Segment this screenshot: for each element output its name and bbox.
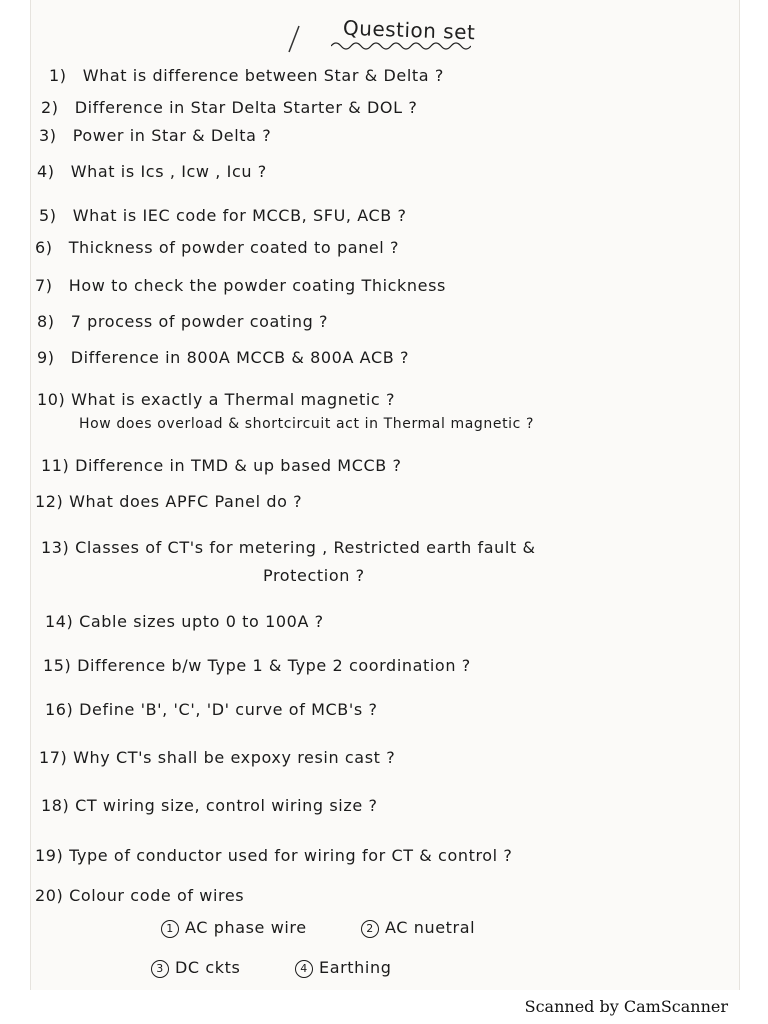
question-13-cont: Protection ? <box>263 566 365 585</box>
question-17: 17) Why CT's shall be expoxy resin cast ? <box>39 748 396 767</box>
question-4: 4) What is Ics , Icw , Icu ? <box>37 162 267 181</box>
question-5: 5) What is IEC code for MCCB, SFU, ACB ? <box>39 206 407 225</box>
question-12: 12) What does APFC Panel do ? <box>35 492 303 511</box>
question-1: 1) What is difference between Star & Delta ? <box>49 66 444 85</box>
question-2: 2) Difference in Star Delta Starter & DOL ? <box>41 98 418 117</box>
question-8: 8) 7 process of powder coating ? <box>37 312 329 331</box>
pen-mark <box>285 24 303 54</box>
question-13: 13) Classes of CT's for metering , Restricted earth fault & <box>41 538 536 557</box>
question-6: 6) Thickness of powder coated to panel ? <box>35 238 400 257</box>
scanned-page <box>30 0 740 990</box>
scanner-watermark: Scanned by CamScanner <box>524 997 728 1016</box>
wire-item-3: 3 DC ckts <box>151 958 240 978</box>
wire-item-1: 1 AC phase wire <box>161 918 307 938</box>
question-14: 14) Cable sizes upto 0 to 100A ? <box>45 612 324 631</box>
wire-item-4: 4 Earthing <box>295 958 391 978</box>
question-10-sub: How does overload & shortcircuit act in Thermal magnetic ? <box>79 416 535 432</box>
question-10: 10) What is exactly a Thermal magnetic ? <box>37 390 396 409</box>
question-16: 16) Define 'B', 'C', 'D' curve of MCB's ? <box>45 700 378 719</box>
question-7: 7) How to check the powder coating Thickness <box>35 276 446 295</box>
wire-item-2: 2 AC nuetral <box>361 918 475 938</box>
question-15: 15) Difference b/w Type 1 & Type 2 coordination ? <box>43 656 471 675</box>
title-underline <box>331 42 471 50</box>
question-3: 3) Power in Star & Delta ? <box>39 126 272 145</box>
question-9: 9) Difference in 800A MCCB & 800A ACB ? <box>37 348 410 367</box>
question-19: 19) Type of conductor used for wiring for CT & control ? <box>35 846 513 865</box>
question-11: 11) Difference in TMD & up based MCCB ? <box>41 456 402 475</box>
question-20: 20) Colour code of wires <box>35 886 245 905</box>
page-title: Question set <box>342 15 476 45</box>
question-18: 18) CT wiring size, control wiring size ? <box>41 796 378 815</box>
